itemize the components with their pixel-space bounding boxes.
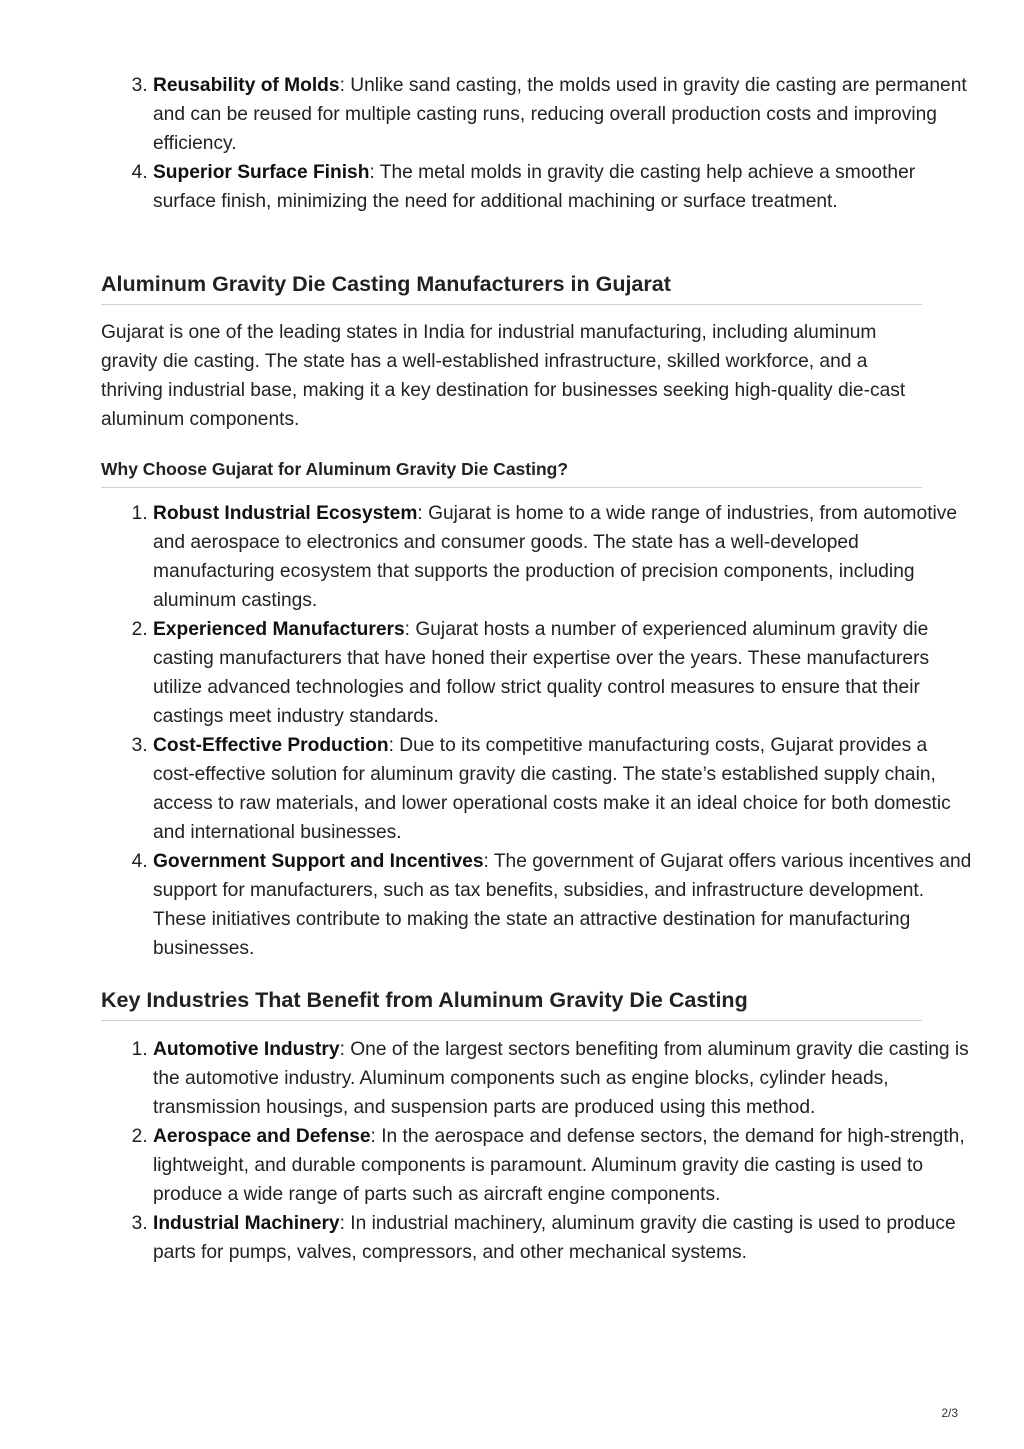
list-item-term: Automotive Industry [153,1039,340,1060]
list-item [153,71,974,158]
list-item-text: : The metal molds in gravity die casting help achieve a smoother surface finish, minimizing the need for additional machining or surface treatment. [153,162,916,212]
list-item-term: Reusability of Molds [153,75,340,96]
list-item [153,1209,974,1267]
list-item-text: : In industrial machinery, aluminum gravity die casting is used to produce parts for pumps, valves, compressors, and other mechanical systems. [153,1213,956,1263]
list-item-text: : The government of Gujarat offers various incentives and support for manufacturers, such as tax benefits, subsidies, and infrastructure development. These initiatives contribute to making the state an attractive destination for manufacturing businesses. [153,851,972,959]
list-item-term: Superior Surface Finish [153,162,370,183]
list-item [153,158,974,216]
why-gujarat-list [101,499,974,963]
list-item-term: Aerospace and Defense [153,1126,371,1147]
benefits-list [101,71,974,216]
page-number: 2/3 [941,1406,958,1420]
list-item [153,847,974,963]
gujarat-paragraph: Gujarat is one of the leading states in India for industrial manufacturing, including aluminum gravity die casting. The state has a well-established infrastructure, skilled workforce, and a thriving industrial base, making it a key destination for businesses seeking high-quality die-cast aluminum components. [101,322,906,430]
industries-list [101,1035,974,1267]
section-heading-key-industries: Key Industries That Benefit from Aluminum Gravity Die Casting [101,986,922,1021]
list-item-text: : Due to its competitive manufacturing costs, Gujarat provides a cost-effective solution for aluminum gravity die casting. The state’s established supply chain, access to raw materials, and lower operational costs make it an ideal choice for both domestic and international businesses. [153,735,951,843]
list-item [153,731,974,847]
list-item [153,1122,974,1209]
subsection-heading-why-gujarat: Why Choose Gujarat for Aluminum Gravity Die Casting? [101,457,922,488]
list-item-term: Robust Industrial Ecosystem [153,503,418,524]
list-item-term: Government Support and Incentives [153,851,484,872]
list-item [153,615,974,731]
list-item [153,499,974,615]
list-item-term: Cost-Effective Production [153,735,389,756]
list-item-text: : Unlike sand casting, the molds used in gravity die casting are permanent and can be reused for multiple casting runs, reducing overall production costs and improving efficiency. [153,75,967,154]
list-item-term: Industrial Machinery [153,1213,340,1234]
list-item-text: : In the aerospace and defense sectors, the demand for high-strength, lightweight, and durable components is paramount. Aluminum gravity die casting is used to produce a wide range of parts such as aircraft engine components. [153,1126,965,1205]
list-item-text: : Gujarat hosts a number of experienced aluminum gravity die casting manufacturers that have honed their expertise over the years. These manufacturers utilize advanced technologies and follow strict quality control measures to ensure that their castings meet industry standards. [153,619,930,727]
list-item [153,1035,974,1122]
list-item-term: Experienced Manufacturers [153,619,405,640]
list-item-text: : Gujarat is home to a wide range of industries, from automotive and aerospace to electronics and consumer goods. The state has a well-developed manufacturing ecosystem that supports the production of precision components, including aluminum castings. [153,503,958,611]
section-heading-gujarat: Aluminum Gravity Die Casting Manufacturers in Gujarat [101,270,922,305]
list-item-text: : One of the largest sectors benefiting from aluminum gravity die casting is the automotive industry. Aluminum components such as engine blocks, cylinder heads, transmission housings, and suspension parts are produced using this method. [153,1039,969,1118]
